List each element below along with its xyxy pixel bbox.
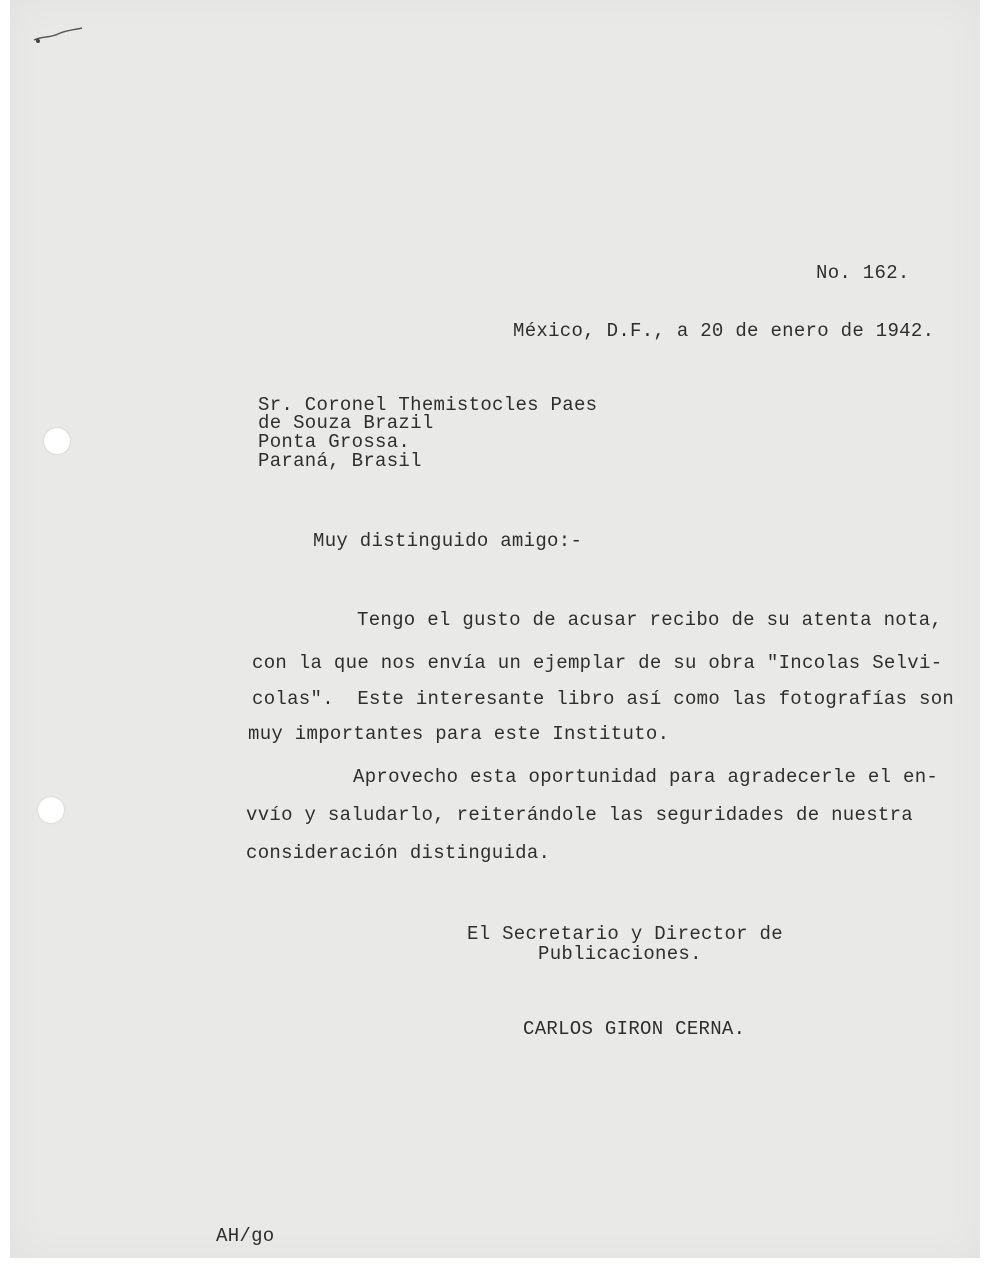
signature-name: CARLOS GIRON CERNA. <box>523 1018 746 1040</box>
recipient-line: Sr. Coronel Themistocles Paes <box>258 394 598 416</box>
paragraph2-line: vvío y saludarlo, reiterándole las seguridades de nuestra <box>246 804 914 826</box>
signature-title-line: El Secretario y Director de <box>467 923 783 945</box>
paragraph1-line: colas". Este interesante libro así como las fotografías son <box>252 688 955 710</box>
salutation: Muy distinguido amigo:- <box>313 530 583 552</box>
paragraph1-line: muy importantes para este Instituto. <box>248 723 670 745</box>
punch-hole-upper <box>44 428 70 454</box>
recipient-line: de Souza Brazil <box>258 412 434 434</box>
scan-margin-right <box>980 0 989 1280</box>
paragraph1-line: con la que nos envía un ejemplar de su obra "Incolas Selvi- <box>252 652 943 674</box>
recipient-line: Ponta Grossa. <box>258 431 411 453</box>
reference-initials: AH/go <box>216 1225 275 1247</box>
letter-number: No. 162. <box>816 262 910 284</box>
punch-hole-lower <box>38 797 64 823</box>
paragraph1-line: Tengo el gusto de acusar recibo de su atenta nota, <box>357 609 943 631</box>
paragraph2-line: consideración distinguida. <box>246 842 551 864</box>
paragraph2-line: Aprovecho esta oportunidad para agradecerle el en- <box>353 766 939 788</box>
date-line: México, D.F., a 20 de enero de 1942. <box>513 320 935 342</box>
scan-margin-bottom <box>0 1258 989 1280</box>
ink-mark-icon <box>30 26 86 46</box>
recipient-line: Paraná, Brasil <box>258 450 422 472</box>
signature-title-line: Publicaciones. <box>538 943 702 965</box>
